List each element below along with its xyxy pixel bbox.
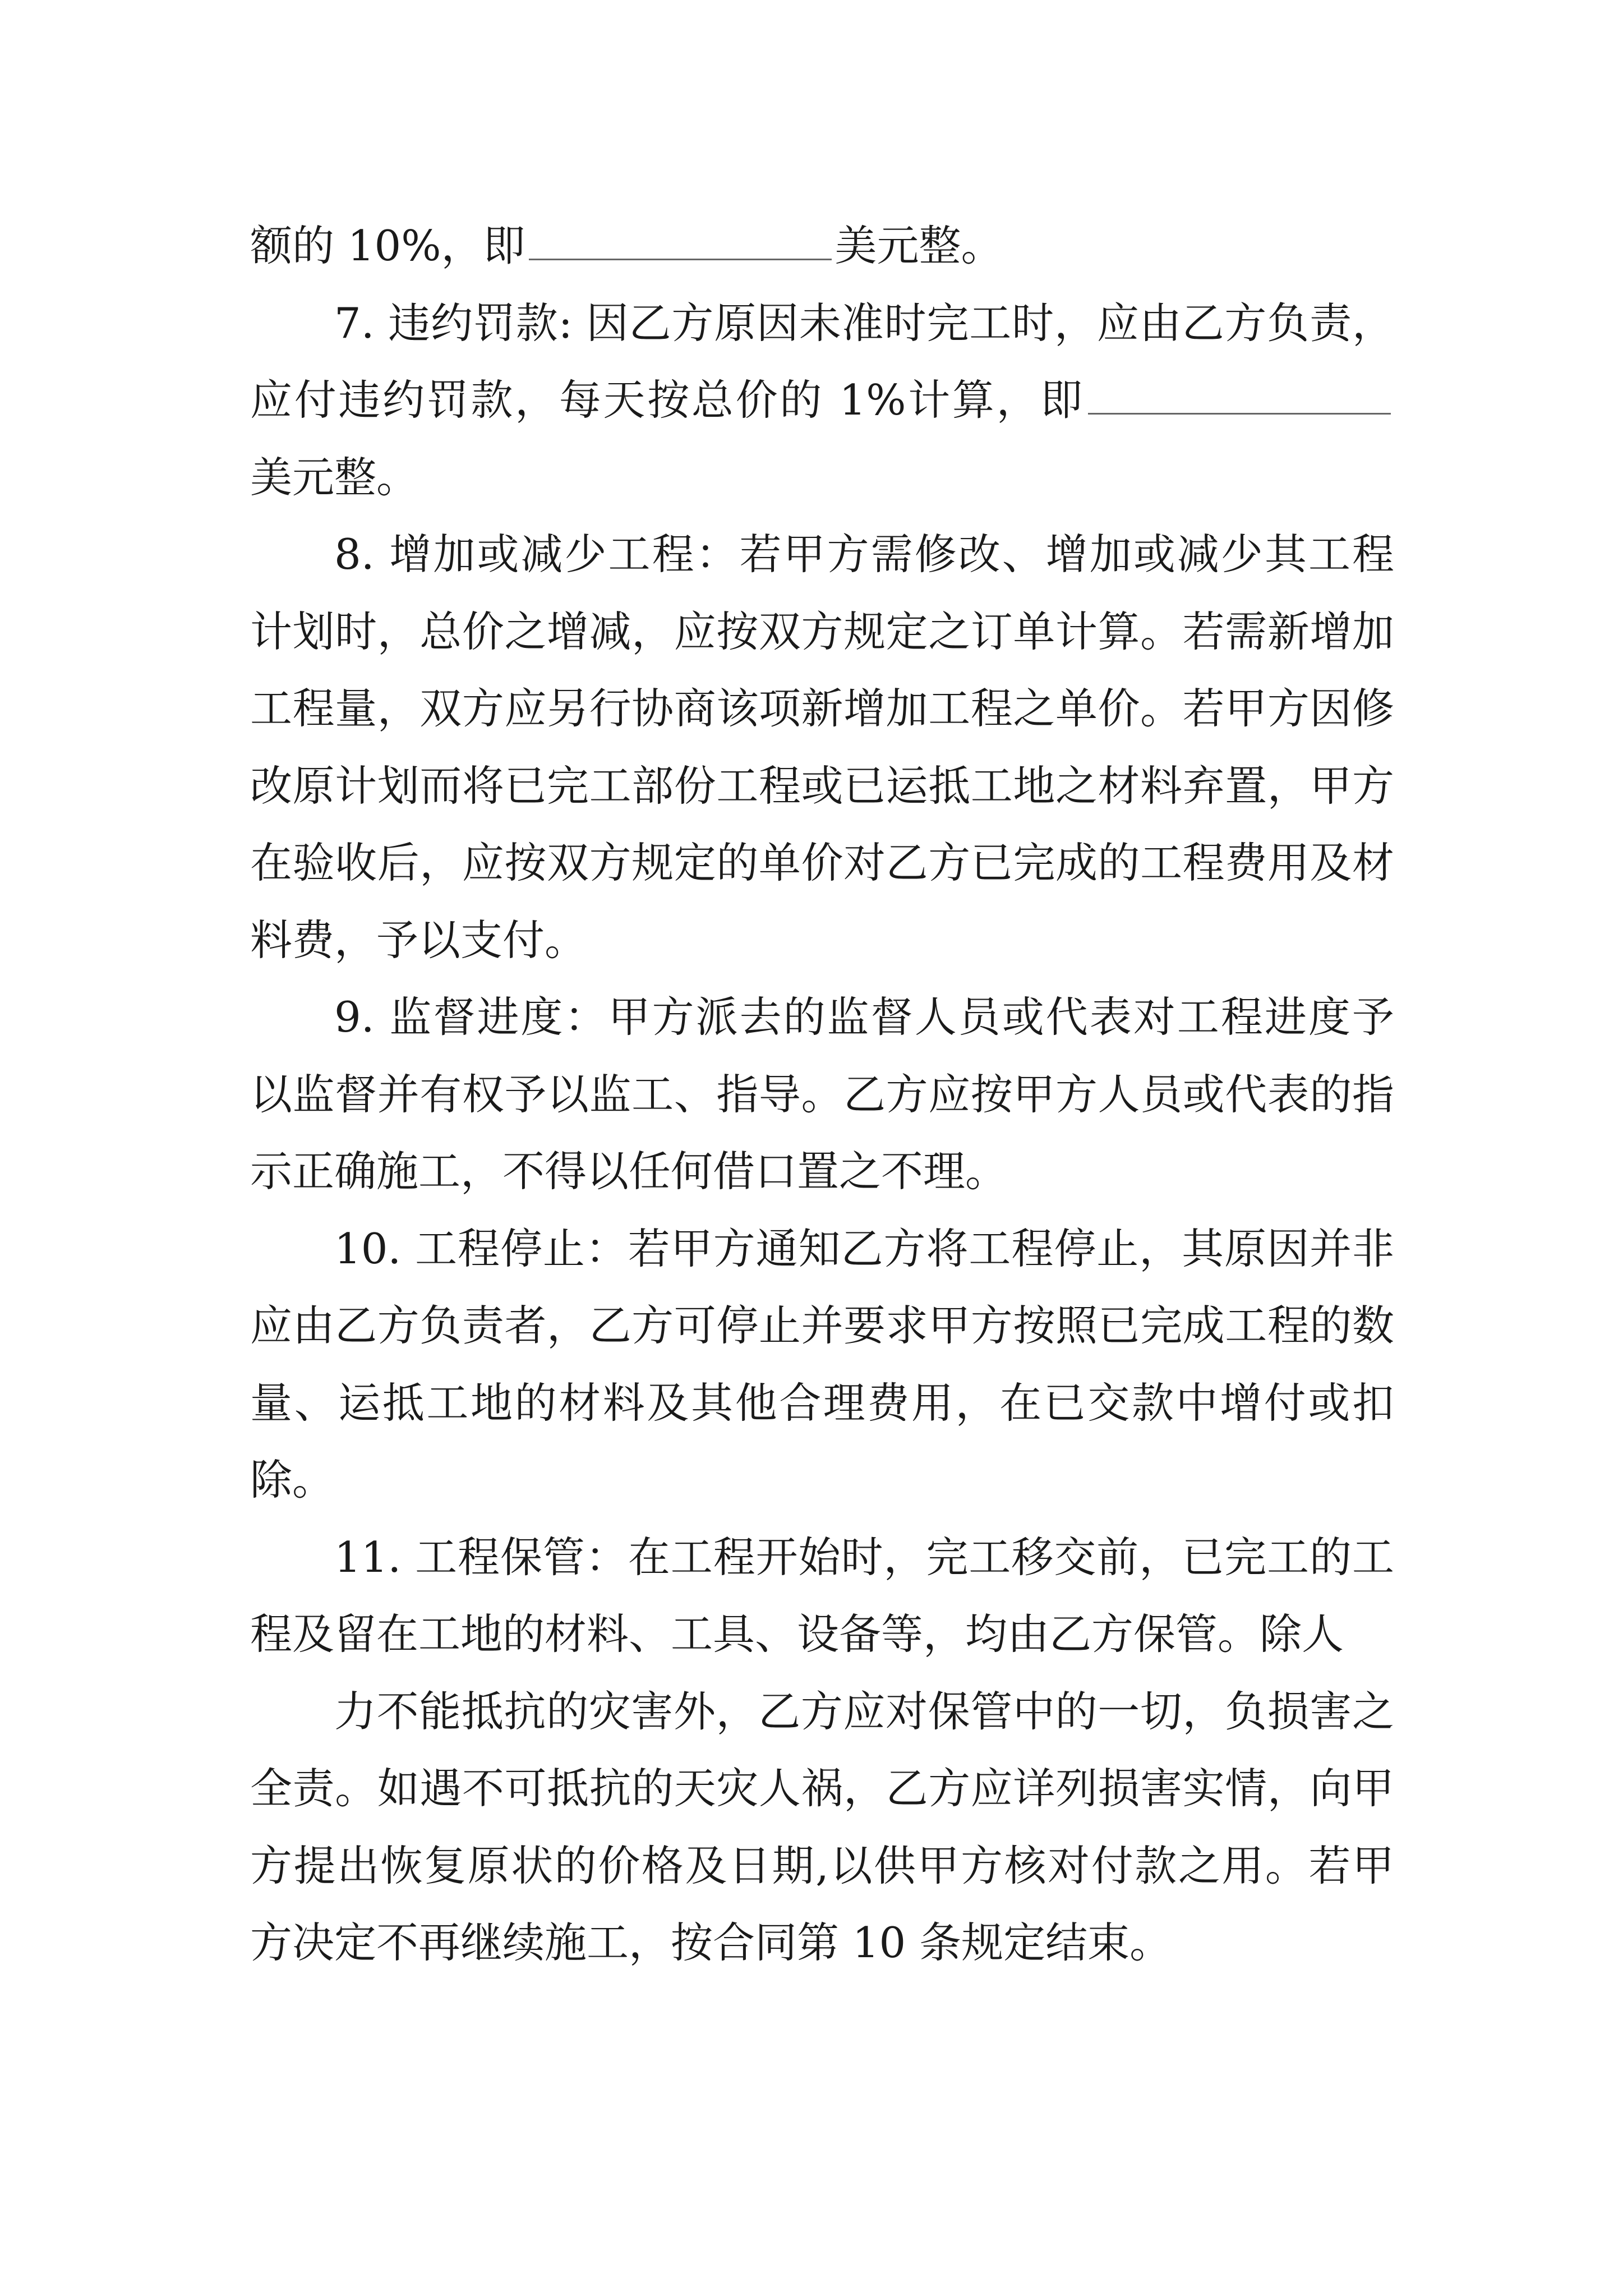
clause-8-changes: 8. 增加或减少工程：若甲方需修改、增加或减少其工程计划时，总价之增减，应按双方规定之订单计算。若需新增加工程量，双方应另行协商该项新增加工程之单价。若甲方因修改原计划而将已完工部份工程或已运抵工地之材料弃置，甲方在验收后，应按双方规定的单价对乙方已完成的工程费用及材料费，予以支付。 — [250, 530, 1394, 965]
clause-11-continued: 力不能抵抗的灾害外，乙方应对保管中的一切，负损害之全责。如遇不可抵抗的天灾人祸，乙方应详列损害实情，向甲方提出恢复原状的价格及日期,以供甲方核对付款之用。若甲方决定不再继续施工，按合同第 10 条规定结束。 — [250, 1686, 1394, 1967]
clause-11-custody: 11. 工程保管：在工程开始时，完工移交前，已完工的工程及留在工地的材料、工具、设备等，均由乙方保管。除人 — [250, 1532, 1394, 1659]
clause-7-penalty — [250, 285, 1394, 517]
clause-7-text: 7. 违约罚款: 因乙方原因未准时完工时，应由乙方负责，应付违约罚款，每天按总价的 1%计算，即 — [250, 298, 1394, 425]
paragraph-amount-suffix: 美元整。 — [834, 221, 1003, 270]
clause-9-supervision: 9. 监督进度：甲方派去的监督人员或代表对工程进度予以监督并有权予以监工、指导。乙方应按甲方人员或代表的指示正确施工，不得以任何借口置之不理。 — [250, 992, 1394, 1196]
amount-blank-field[interactable] — [529, 218, 832, 260]
clause-7-suffix: 美元整。 — [250, 452, 419, 502]
penalty-blank-field[interactable] — [1088, 372, 1391, 415]
paragraph-amount — [250, 208, 1394, 285]
clause-10-stoppage: 10. 工程停止：若甲方通知乙方将工程停止，其原因并非应由乙方负责者，乙方可停止并要求甲方按照已完成工程的数量、运抵工地的材料及其他合理费用，在已交款中增付或扣除。 — [250, 1223, 1394, 1504]
document-page — [250, 208, 1394, 1982]
paragraph-amount-text: 额的 10%，即 — [250, 221, 525, 270]
